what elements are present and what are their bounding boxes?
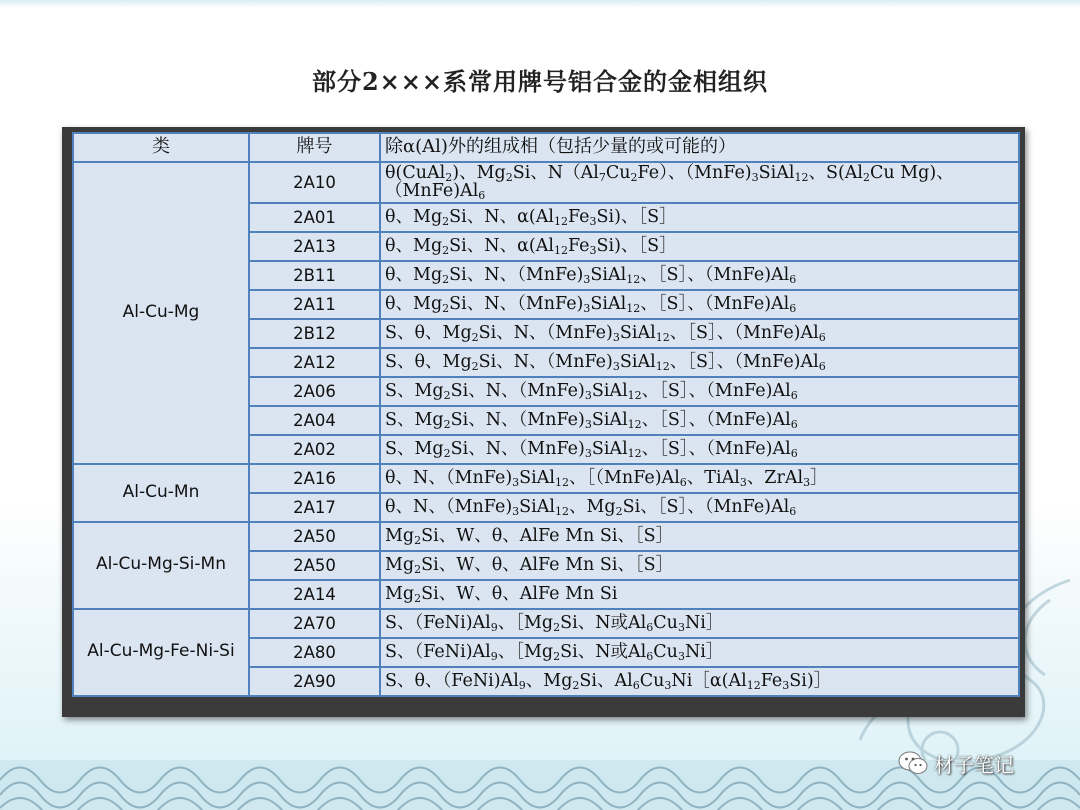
phase-cell: θ、$Mg_2Si$、N、$\alpha(Al_{12}Fe_3Si)$、［S］	[380, 203, 1019, 232]
table-row	[73, 464, 1019, 493]
grade-cell: 2A14	[249, 580, 380, 609]
grade-cell: 2A50	[249, 522, 380, 551]
table-body	[73, 162, 1019, 696]
grade-cell: 2A13	[249, 232, 380, 261]
top-band	[0, 0, 1080, 8]
table-frame	[62, 127, 1025, 717]
grade-cell: 2A50	[249, 551, 380, 580]
phase-cell: θ(CuAl$_2$)、$Mg_2Si$、$N(Al_7Cu_2Fe)$、$(MnFe)_3SiAl_{12}$、$S(Al_2Cu$ Mg)、$(MnFe)Al_6$	[380, 162, 1019, 203]
phase-table	[72, 132, 1020, 697]
phase-cell: S、θ、$Mg_2Si$、N、$(MnFe)_3SiAl_{12}$、［S］、$(MnFe)Al_6$	[380, 319, 1019, 348]
phase-cell: θ、$Mg_2Si$、N、$(MnFe)_3SiAl_{12}$、［S］、$(MnFe)Al_6$	[380, 290, 1019, 319]
phase-cell: S、$Mg_2Si$、N、$(MnFe)_3SiAl_{12}$、［S］、$(MnFe)Al_6$	[380, 406, 1019, 435]
phase-cell: S、$(FeNi)Al_9$、$[Mg_2Si$、N或$Al_6Cu_3Ni]$	[380, 638, 1019, 667]
table-row	[73, 162, 1019, 203]
page-title: 部分2×××系常用牌号铝合金的金相组织	[311, 67, 769, 96]
grade-cell: 2A02	[249, 435, 380, 464]
grade-cell: 2B12	[249, 319, 380, 348]
phase-cell: θ、$Mg_2Si$、N、$(MnFe)_3SiAl_{12}$、［S］、$(MnFe)Al_6$	[380, 261, 1019, 290]
phase-cell: S、θ、$(FeNi)Al_9$、$Mg_2Si$、$Al_6Cu_3Ni[\alpha(Al_{12}Fe_3Si)]$	[380, 667, 1019, 696]
grade-cell: 2A70	[249, 609, 380, 638]
grade-cell: 2A90	[249, 667, 380, 696]
header-category: 类	[73, 133, 249, 162]
grade-cell: 2A06	[249, 377, 380, 406]
phase-cell: θ、N、$(MnFe)_3SiAl_{12}$、$Mg_2Si$、［S］、$(MnFe)Al_6$	[380, 493, 1019, 522]
phase-cell: θ、N、$(MnFe)_3SiAl_{12}$、$[(MnFe)Al_6$、TiAl$_3$、ZrAl$_3$］	[380, 464, 1019, 493]
phase-cell: S、$Mg_2Si$、N、$(MnFe)_3SiAl_{12}$、［S］、$(MnFe)Al_6$	[380, 435, 1019, 464]
category-cell: Al-Cu-Mg-Fe-Ni-Si	[73, 609, 249, 696]
phase-cell: $Mg_2Si$、W、θ、AlFe Mn Si、［S］	[380, 522, 1019, 551]
watermark-text: 材子笔记	[934, 752, 1014, 777]
category-cell: Al-Cu-Mg-Si-Mn	[73, 522, 249, 609]
grade-cell: 2A01	[249, 203, 380, 232]
category-cell: Al-Cu-Mn	[73, 464, 249, 522]
phase-cell: $Mg_2Si$、W、θ、AlFe Mn Si	[380, 580, 1019, 609]
grade-cell: 2A10	[249, 162, 380, 203]
grade-cell: 2A17	[249, 493, 380, 522]
phase-cell: S、$(FeNi)Al_9$、$[Mg_2Si$、N或$Al_6Cu_3Ni]$	[380, 609, 1019, 638]
wechat-icon	[898, 750, 928, 776]
category-cell: Al-Cu-Mg	[73, 162, 249, 464]
grade-cell: 2A11	[249, 290, 380, 319]
grade-cell: 2A80	[249, 638, 380, 667]
watermark	[898, 748, 1014, 778]
header-phases: 除α(Al)外的组成相（包括少量的或可能的）	[380, 133, 1019, 162]
grade-cell: 2B11	[249, 261, 380, 290]
phase-cell: θ、$Mg_2Si$、N、$\alpha(Al_{12}Fe_3Si)$、［S］	[380, 232, 1019, 261]
table-row	[73, 522, 1019, 551]
phase-cell: S、$Mg_2Si$、N、$(MnFe)_3SiAl_{12}$、［S］、$(MnFe)Al_6$	[380, 377, 1019, 406]
table-row	[73, 609, 1019, 638]
grade-cell: 2A04	[249, 406, 380, 435]
grade-cell: 2A16	[249, 464, 380, 493]
table-header-row	[73, 133, 1019, 162]
phase-cell: $Mg_2Si$、W、θ、AlFe Mn Si、［S］	[380, 551, 1019, 580]
header-grade: 牌号	[249, 133, 380, 162]
grade-cell: 2A12	[249, 348, 380, 377]
phase-cell: S、θ、$Mg_2Si$、N、$(MnFe)_3SiAl_{12}$、［S］、$(MnFe)Al_6$	[380, 348, 1019, 377]
